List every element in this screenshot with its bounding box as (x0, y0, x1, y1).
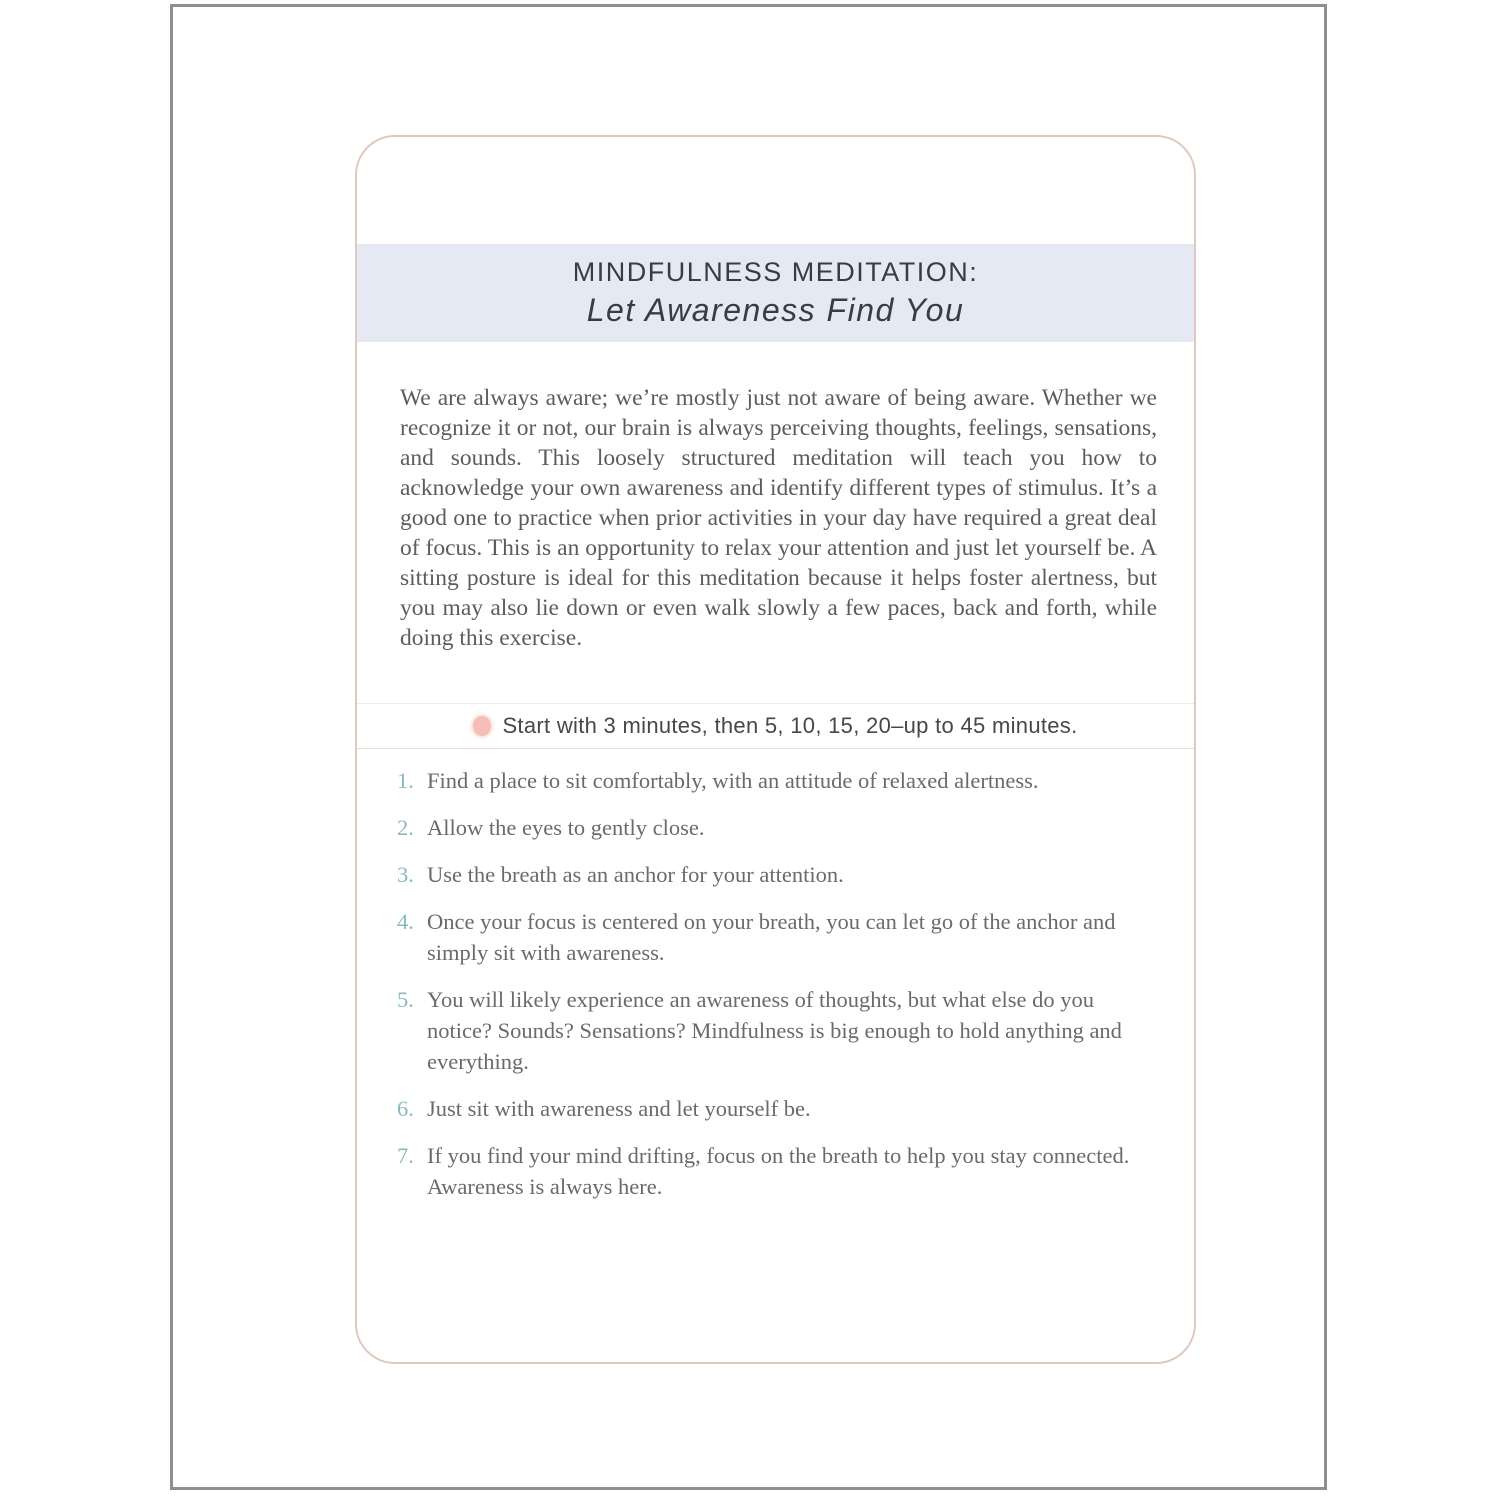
step-text: Just sit with awareness and let yourself be. (427, 1096, 811, 1121)
step-item-3 (397, 859, 1154, 890)
step-number: 7. (397, 1143, 414, 1168)
step-number: 5. (397, 987, 414, 1012)
step-item-7 (397, 1140, 1154, 1202)
steps-list (397, 765, 1154, 1218)
step-item-1 (397, 765, 1154, 796)
step-number: 1. (397, 768, 414, 793)
step-number: 6. (397, 1096, 414, 1121)
step-text: Once your focus is centered on your breath, you can let go of the anchor and simply sit with awareness. (427, 909, 1116, 965)
step-number: 4. (397, 909, 414, 934)
step-number: 3. (397, 862, 414, 887)
step-text: Allow the eyes to gently close. (427, 815, 705, 840)
step-number: 2. (397, 815, 414, 840)
step-text: You will likely experience an awareness of thoughts, but what else do you notice? Sounds? Sensations? Mindfulness is big enough to hold anything and everything. (427, 987, 1122, 1074)
exercise-kicker: MINDFULNESS MEDITATION: (572, 257, 979, 287)
pink-dot-icon (473, 716, 491, 736)
step-item-6 (397, 1093, 1154, 1124)
duration-note-bar (357, 703, 1194, 749)
step-text: Use the breath as an anchor for your attention. (427, 862, 844, 887)
step-text: If you find your mind drifting, focus on the breath to help you stay connected. Awareness is always here. (427, 1143, 1130, 1199)
intro-paragraph: We are always aware; we’re mostly just not aware of being aware. Whether we recognize it or not, our brain is always perceiving thoughts, feelings, sensations, and sounds. This loosely structured meditation will teach you how to acknowledge your own awareness and identify different types of stimulus. It’s a good one to practice when prior activities in your day have required a great deal of focus. This is an opportunity to relax your attention and just let yourself be. A sitting posture is ideal for this meditation because it helps foster alertness, but you may also lie down or even walk slowly a few paces, back and forth, while doing this exercise. (400, 385, 1157, 651)
step-item-4 (397, 906, 1154, 968)
book-page (170, 4, 1327, 1490)
exercise-title: Let Awareness Find You (586, 292, 965, 328)
step-item-5 (397, 984, 1154, 1077)
step-item-2 (397, 812, 1154, 843)
step-text: Find a place to sit comfortably, with an attitude of relaxed alertness. (427, 768, 1039, 793)
duration-note-text: Start with 3 minutes, then 5, 10, 15, 20–up to 45 minutes. (502, 713, 1078, 738)
meditation-exercise-card (355, 135, 1196, 1364)
title-band (357, 244, 1194, 342)
